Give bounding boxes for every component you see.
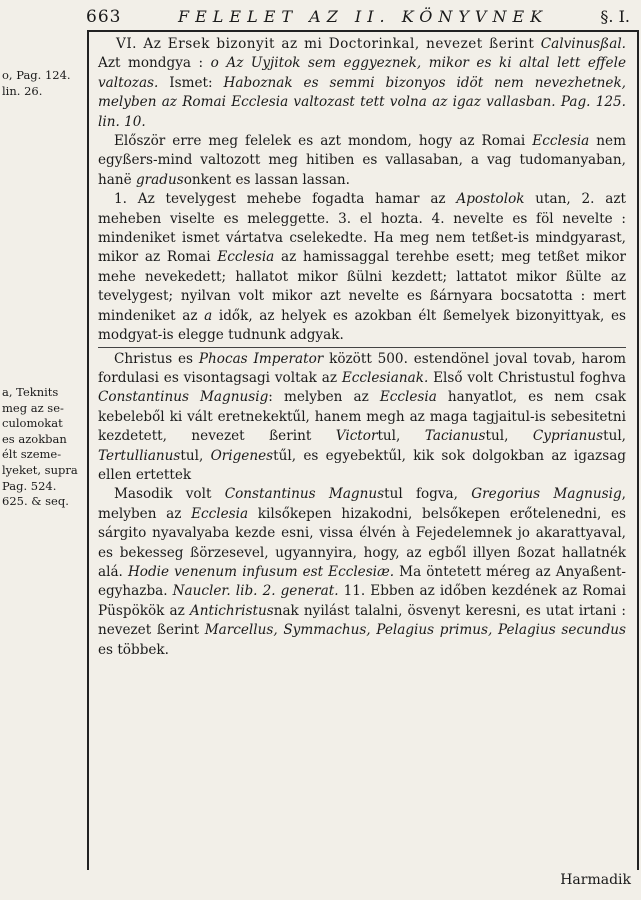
paragraph-4-text-2: között 500. estendönel joval tovab, harom fordulasi es visontagsagi voltak az xyxy=(98,350,626,386)
paragraph-5-italic-6: Antichristus xyxy=(189,602,274,619)
running-head xyxy=(86,5,634,31)
paragraph-4-italic-6: Tacianus xyxy=(424,428,486,445)
paragraph-5-text-2: tul fogva, xyxy=(384,486,472,503)
paragraph-1-italic-1: Calvinusßal. xyxy=(540,36,626,52)
paragraph-2-text-2: nem egyßers-mind valtozott meg hitiben es vallasaban, a vag tudomanyaban, hanë xyxy=(98,133,626,188)
paragraph-4-text-5: hanyatlot, es nem csak kebeleből ki vált eretnekektűl, hanem megh az maga tagjaitul-is sebesitetni kezdetett, nevezet ßerint xyxy=(98,389,626,445)
paragraph-4-text-4: : melyben az xyxy=(268,389,380,406)
section-mark: §. I. xyxy=(600,7,630,26)
paragraph-4-italic-7: Cyprianus xyxy=(532,428,604,445)
paragraph-3-italic-1: Apostolok xyxy=(456,191,525,208)
paragraph-4-italic-5: Victor xyxy=(335,428,378,445)
paragraph-3-text-1: 1. Az tevelygest mehebe fogadta hamar az xyxy=(114,191,457,208)
paragraph-4-text-6: tul, xyxy=(377,428,425,445)
paragraph-5-text-7: nak nyilást talalni, ösvenyt keresni, es utat irtani : nevezet ßerint xyxy=(98,602,626,639)
margin-note-1: o, Pag. 124. lin. 26. xyxy=(2,68,71,98)
paragraph-5-text-4: kilsőkepen hizakodni, belsőkepen erőtelenedni, es sárgito nyavalyaba kezde esni, vissa élvén à Fejedelemnek jo akarattyaval, es bekesseg ßörzesevel, ugyannyira, hogy, az egből illyen ßozat hallatnék alá. xyxy=(98,505,626,580)
paragraph-4-text-7: tul, xyxy=(485,428,533,445)
paragraph-4-text-1: Christus es xyxy=(114,350,199,367)
paragraph-3-text-4: idők, az helyek es azokban élt ßemelyek bizonyittyak, es modgyat-is elegge tudnunk adgyak. xyxy=(98,307,626,344)
paragraph-2 xyxy=(98,132,626,190)
paragraph-4-text-10: tűl, es egyebektűl, kik sok dolgokban az igazsag ellen ertettek xyxy=(98,447,627,483)
paragraph-4-text-9: tul, xyxy=(180,447,211,464)
paragraph-5-italic-7: Marcellus, Symmachus, Pelagius primus, Pelagius secundus xyxy=(204,622,626,639)
paragraph-3-text-3: az hamissaggal terehbe esett; meg tetßet mikor mehe nevekedett; hallatot mikor ßülni kezdett; lattatot mikor ßülte az tevelygest; nyilvan volt mikor azt nevelte es ßárnyara bocsatotta : mert mindeniket az xyxy=(98,249,626,324)
paragraph-4-italic-9: Origenes xyxy=(210,447,274,464)
paragraph-4-italic-4: Ecclesia xyxy=(379,389,437,406)
paragraph-3 xyxy=(98,190,626,345)
paragraph-3-text-2: utan, 2. azt meheben viselte es meleggette. 3. el hozta. 4. nevelte es föl nevelte : mindeniket ismet vártatva cselekedte. Ha meg nem tetßet-is mindgyarast, mikor az Romai xyxy=(98,191,626,266)
paragraph-1-text-2: Azt mondgya : xyxy=(98,55,211,72)
paragraph-4-italic-8: Tertullianus xyxy=(98,447,181,464)
body-text xyxy=(98,35,626,660)
paragraph-5-italic-2: Gregorius Magnusig xyxy=(471,486,622,503)
paragraph-4 xyxy=(98,347,626,486)
paragraph-5-text-5: Ma öntetett méreg az Anyaßent-egyhazba. xyxy=(98,563,627,600)
margin-note-2: a, Teknits meg az se- culomokat es azokban élt szeme- lyeket, supra Pag. 524. 625. & seq. xyxy=(2,385,78,509)
paragraph-1-italic-3: Haboznak es semmi bizonyos idöt nem nevezhetnek, melyben az Romai Ecclesia valtozast tett volna az igaz vallasban. Pag. 125. lin. 10. xyxy=(98,74,626,130)
paragraph-5-italic-3: Ecclesia xyxy=(191,505,249,522)
paragraph-3-italic-3: a xyxy=(204,307,213,324)
paragraph-5-italic-5: Naucler. lib. 2. generat. xyxy=(172,583,339,600)
paragraph-1 xyxy=(98,35,626,132)
paragraph-4-italic-3: Constantinus Magnusig xyxy=(98,389,269,406)
paragraph-3-italic-2: Ecclesia xyxy=(217,249,275,266)
paragraph-5 xyxy=(98,485,626,660)
paragraph-4-text-8: tul, xyxy=(603,428,626,445)
running-title: FELELET AZ II. KÖNYVNEK xyxy=(178,7,549,26)
paragraph-5-italic-4: Hodie venenum infusum est Ecclesiæ. xyxy=(127,563,395,580)
paragraph-2-text-1: Először erre meg felelek es azt mondom, hogy az Romai xyxy=(114,133,533,150)
paragraph-5-italic-1: Constantinus Magnus xyxy=(224,486,385,503)
paragraph-5-text-1: Masodik volt xyxy=(114,486,225,503)
paragraph-5-text-6: 11. Ebben az időben kezdének az Romai Püspökök az xyxy=(98,583,626,619)
catchword: Harmadik xyxy=(560,872,631,888)
paragraph-4-italic-1: Phocas Imperator xyxy=(198,350,324,367)
paragraph-2-text-3: onkent es lassan lassan. xyxy=(183,171,351,188)
paragraph-5-text-8: es többek. xyxy=(98,641,169,658)
paragraph-2-italic-2: gradus xyxy=(135,171,184,188)
paragraph-1-lead: VI. Az Ersek bizonyit az mi Doctorinkal, nevezet ßerint xyxy=(116,36,541,52)
paragraph-1-italic-2: o Az Uyjitok sem eggyeznek, mikor es ki altal lett effele valtozas. xyxy=(98,55,626,91)
page-number: 663 xyxy=(86,7,122,27)
paragraph-1-text-3: Ismet: xyxy=(158,74,224,91)
paragraph-4-text-3: Első volt Christustul foghva xyxy=(428,369,626,386)
paragraph-4-italic-2: Ecclesianak. xyxy=(341,369,429,386)
paragraph-2-italic-1: Ecclesia xyxy=(532,133,590,150)
paragraph-5-text-3: , melyben az xyxy=(98,486,626,522)
